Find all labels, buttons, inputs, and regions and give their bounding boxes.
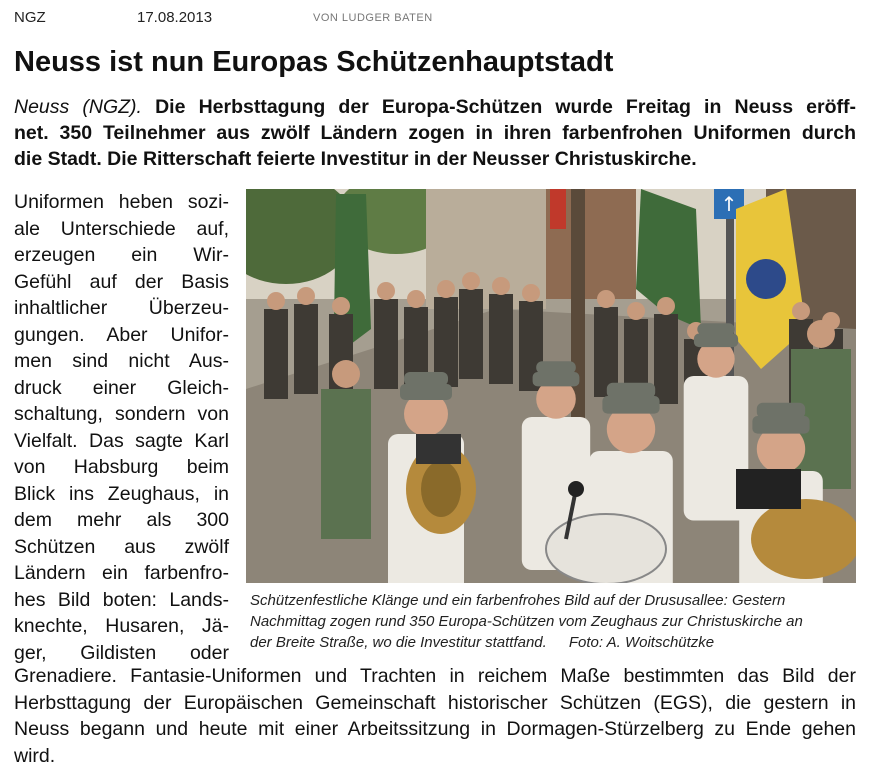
lead-line-3: die Stadt. Die Ritterschaft feierte Investitur in der Neusser Christuskirche. xyxy=(14,146,856,172)
marcher-head xyxy=(332,360,360,388)
body-line: Grenadiere. Fantasie-Uniformen und Trachten in reichem Maße bestimmten das Bild der xyxy=(14,663,856,690)
body-line: Gefühl auf der Basis xyxy=(14,269,229,296)
caption-line: Nachmittag zogen rund 350 Europa-Schützen vom Zeughaus zur Christuskirche an xyxy=(250,611,850,632)
body-line: ger, Gildisten oder xyxy=(14,640,229,667)
body-line: wird. xyxy=(14,743,856,769)
marcher-head xyxy=(807,320,835,348)
caption-line: der Breite Straße, wo die Investitur stattfand. Foto: A. Woitschützke xyxy=(250,632,850,653)
background-marcher-head xyxy=(267,292,285,310)
body-line: erzeugen ein Wir- xyxy=(14,242,229,269)
drumstick-head xyxy=(568,481,584,497)
background-marcher-head xyxy=(522,284,540,302)
body-line: Herbsttagung der Europäischen Gemeinschaft historischer Schützen (EGS), die gestern in xyxy=(14,690,856,717)
article-body-column xyxy=(14,189,229,666)
body-line: hes Bild boten: Lands- xyxy=(14,587,229,614)
flag-red xyxy=(550,189,566,229)
body-line: men sind nicht Aus- xyxy=(14,348,229,375)
background-marcher xyxy=(294,304,318,394)
article-meta xyxy=(14,9,856,29)
drum xyxy=(546,514,666,583)
background-marcher-head xyxy=(377,282,395,300)
body-line: Schützen aus zwölf xyxy=(14,534,229,561)
photo-caption xyxy=(250,590,850,653)
background-marcher xyxy=(264,309,288,399)
musician-cap-top xyxy=(697,323,734,335)
background-marcher xyxy=(489,294,513,384)
background-marcher xyxy=(654,314,678,404)
music-lyre-sheet xyxy=(736,469,801,509)
musician-cap-top xyxy=(607,383,655,398)
background-marcher-head xyxy=(437,280,455,298)
body-line: gungen. Aber Unifor- xyxy=(14,322,229,349)
body-line: inhaltlicher Überzeu- xyxy=(14,295,229,322)
background-marcher-head xyxy=(407,290,425,308)
musician-cap-top xyxy=(757,403,805,418)
background-marcher-head xyxy=(492,277,510,295)
musician-cap-top xyxy=(536,361,576,374)
article-date: 17.08.2013 xyxy=(137,9,212,26)
tuba-instrument xyxy=(751,499,856,579)
article-lead xyxy=(14,94,856,172)
background-marcher xyxy=(374,299,398,389)
article-author: VON LUDGER BATEN xyxy=(313,12,433,24)
body-line: schaltung, sondern von xyxy=(14,401,229,428)
photo-credit: Foto: A. Woitschützke xyxy=(569,634,714,651)
body-line: Vielfalt. Das sagte Karl xyxy=(14,428,229,455)
background-marcher-head xyxy=(332,297,350,315)
musician-cap xyxy=(533,372,580,386)
background-marcher-head xyxy=(792,302,810,320)
background-marcher-head xyxy=(597,290,615,308)
newspaper-source: NGZ xyxy=(14,9,46,26)
background-marcher xyxy=(459,289,483,379)
body-line: Uniformen heben sozi- xyxy=(14,189,229,216)
musician-cap xyxy=(752,416,809,434)
background-marcher-head xyxy=(657,297,675,315)
lead-line-1: Neuss (NGZ). Die Herbsttagung der Europa-Schützen wurde Freitag in Neuss eröff- xyxy=(14,94,856,120)
musician-cap xyxy=(400,384,452,400)
body-line: Blick ins Zeughaus, in xyxy=(14,481,229,508)
body-line: ale Unterschiede auf, xyxy=(14,216,229,243)
body-line: dem mehr als 300 xyxy=(14,507,229,534)
body-line: knechte, Husaren, Jä- xyxy=(14,613,229,640)
sign-arrow-icon: ↑ xyxy=(721,192,738,216)
body-line: druck einer Gleich- xyxy=(14,375,229,402)
musician-cap-top xyxy=(404,372,448,386)
musician-cap xyxy=(602,396,659,414)
article-photo xyxy=(246,189,856,583)
musician-cap xyxy=(694,334,738,348)
caption-line: Schützenfestliche Klänge und ein farbenfrohes Bild auf der Drususallee: Gestern xyxy=(250,590,850,611)
article-headline: Neuss ist nun Europas Schützenhauptstadt xyxy=(14,44,613,80)
lead-dateline: Neuss (NGZ). xyxy=(14,96,142,118)
lead-line-2: net. 350 Teilnehmer aus zwölf Ländern zogen in ihren farbenfrohen Uniformen durch xyxy=(14,120,856,146)
banner-emblem xyxy=(746,259,786,299)
tuba-bell-inner xyxy=(421,461,461,517)
music-lyre-sheet xyxy=(416,434,461,464)
parade-photo-illustration xyxy=(246,189,856,583)
body-line: von Habsburg beim xyxy=(14,454,229,481)
article-body-continued xyxy=(14,663,856,769)
background-marcher-head xyxy=(627,302,645,320)
body-line: Ländern ein farbenfro- xyxy=(14,560,229,587)
marcher-green-jacket xyxy=(321,389,371,539)
body-line: Neuss begann und heute mit einer Arbeitssitzung in Dormagen-Stürzelberg zu Ende gehen xyxy=(14,716,856,743)
background-marcher-head xyxy=(462,272,480,290)
background-marcher-head xyxy=(297,287,315,305)
